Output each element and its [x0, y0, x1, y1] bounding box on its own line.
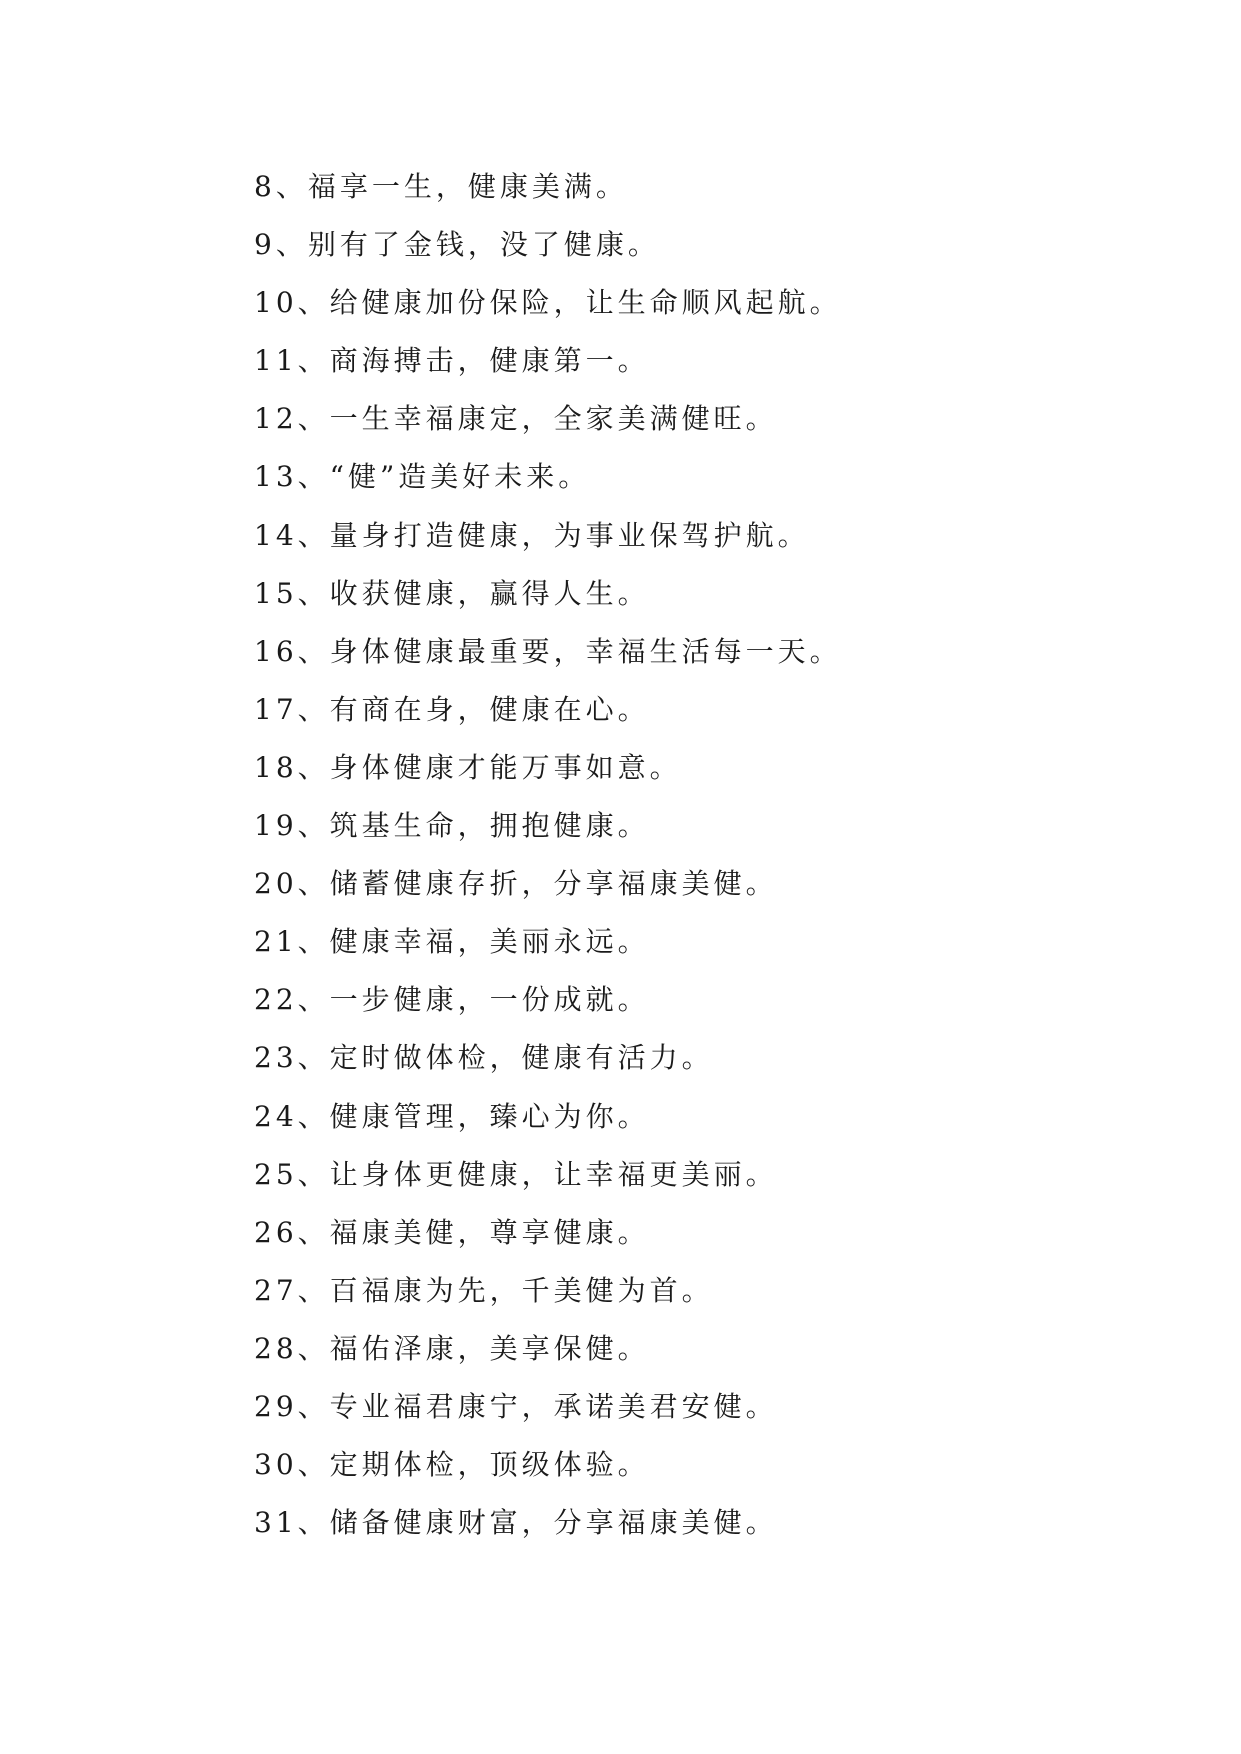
item-number: 12 [254, 402, 298, 436]
item-separator: 、 [297, 1273, 330, 1307]
item-text: 商海搏击，健康第一。 [329, 344, 650, 378]
item-text: 一生幸福康定，全家美满健旺。 [329, 402, 778, 436]
item-text: 筑基生命，拥抱健康。 [329, 809, 650, 843]
item-separator: 、 [297, 925, 330, 959]
list-item [254, 1494, 842, 1552]
list-item [254, 1088, 842, 1146]
item-separator: 、 [297, 1331, 330, 1365]
item-text: 储蓄健康存折，分享福康美健。 [329, 867, 778, 901]
slogan-list [254, 158, 842, 1552]
list-item [254, 1029, 842, 1087]
list-item [254, 1204, 842, 1262]
item-text: 储备健康财富，分享福康美健。 [329, 1506, 778, 1540]
list-item [254, 332, 842, 390]
item-separator: 、 [297, 867, 330, 901]
item-text: 定时做体检，健康有活力。 [329, 1041, 714, 1075]
item-text: 福享一生，健康美满。 [307, 170, 628, 203]
item-number: 21 [254, 925, 298, 959]
list-item [254, 158, 842, 216]
item-separator: 、 [297, 344, 330, 378]
item-text: 专业福君康宁，承诺美君安健。 [329, 1389, 778, 1423]
item-text: 收获健康，赢得人生。 [329, 576, 650, 610]
item-text: 给健康加份保险，让生命顺风起航。 [329, 286, 842, 320]
item-separator: 、 [297, 809, 330, 843]
list-item [254, 565, 842, 623]
item-text: 百福康为先，千美健为首。 [329, 1273, 714, 1307]
list-item [254, 797, 842, 855]
list-item [254, 855, 842, 913]
item-number: 30 [254, 1448, 298, 1482]
item-number: 20 [254, 867, 298, 901]
item-separator: 、 [297, 1215, 330, 1249]
item-separator: 、 [297, 402, 330, 436]
item-separator: 、 [297, 692, 330, 726]
item-number: 11 [254, 344, 298, 378]
item-separator: 、 [297, 1448, 330, 1482]
list-item [254, 681, 842, 739]
list-item [254, 913, 842, 971]
item-separator: 、 [297, 518, 330, 552]
list-item [254, 1262, 842, 1320]
item-text: 别有了金钱，没了健康。 [307, 228, 660, 262]
item-number: 10 [254, 286, 298, 320]
item-number: 15 [254, 576, 298, 610]
item-text: 有商在身，健康在心。 [329, 692, 650, 726]
item-number: 17 [254, 692, 298, 726]
item-number: 24 [254, 1099, 298, 1133]
item-separator: 、 [297, 1389, 330, 1423]
list-item [254, 971, 842, 1029]
item-text: 一步健康，一份成就。 [329, 983, 650, 1017]
item-text: 福康美健，尊享健康。 [329, 1215, 650, 1249]
item-text: 定期体检，顶级体验。 [329, 1448, 650, 1482]
item-text: 量身打造健康，为事业保驾护航。 [329, 518, 810, 552]
item-separator: 、 [297, 1157, 330, 1191]
list-item [254, 390, 842, 448]
item-text: “健”造美好未来。 [329, 460, 591, 494]
item-number: 29 [254, 1389, 298, 1423]
item-number: 25 [254, 1157, 298, 1191]
item-separator: 、 [297, 286, 330, 320]
item-number: 13 [254, 460, 298, 494]
item-separator: 、 [297, 983, 330, 1017]
item-separator: 、 [275, 228, 308, 262]
item-number: 27 [254, 1273, 298, 1307]
list-item [254, 1378, 842, 1436]
item-number: 26 [254, 1215, 298, 1249]
item-text: 让身体更健康，让幸福更美丽。 [329, 1157, 778, 1191]
item-number: 14 [254, 518, 298, 552]
list-item [254, 216, 842, 274]
list-item [254, 1436, 842, 1494]
item-text: 身体健康才能万事如意。 [329, 750, 682, 784]
item-number: 19 [254, 809, 298, 843]
item-number: 22 [254, 983, 298, 1017]
list-item [254, 448, 842, 506]
item-separator: 、 [297, 634, 330, 668]
item-text: 健康幸福，美丽永远。 [329, 925, 650, 959]
list-item [254, 739, 842, 797]
item-number: 9 [254, 228, 276, 262]
item-number: 16 [254, 634, 298, 668]
list-item [254, 623, 842, 681]
item-number: 28 [254, 1331, 298, 1365]
item-separator: 、 [297, 750, 330, 784]
item-separator: 、 [275, 170, 308, 203]
item-number: 8 [254, 170, 276, 203]
item-separator: 、 [297, 1041, 330, 1075]
list-item [254, 1320, 842, 1378]
item-separator: 、 [297, 576, 330, 610]
item-text: 福佑泽康，美享保健。 [329, 1331, 650, 1365]
item-separator: 、 [297, 460, 330, 494]
item-separator: 、 [297, 1506, 330, 1540]
item-number: 18 [254, 750, 298, 784]
item-text: 身体健康最重要，幸福生活每一天。 [329, 634, 842, 668]
item-text: 健康管理，臻心为你。 [329, 1099, 650, 1133]
item-separator: 、 [297, 1099, 330, 1133]
item-number: 31 [254, 1506, 298, 1540]
list-item [254, 507, 842, 565]
list-item [254, 274, 842, 332]
item-number: 23 [254, 1041, 298, 1075]
list-item [254, 1146, 842, 1204]
